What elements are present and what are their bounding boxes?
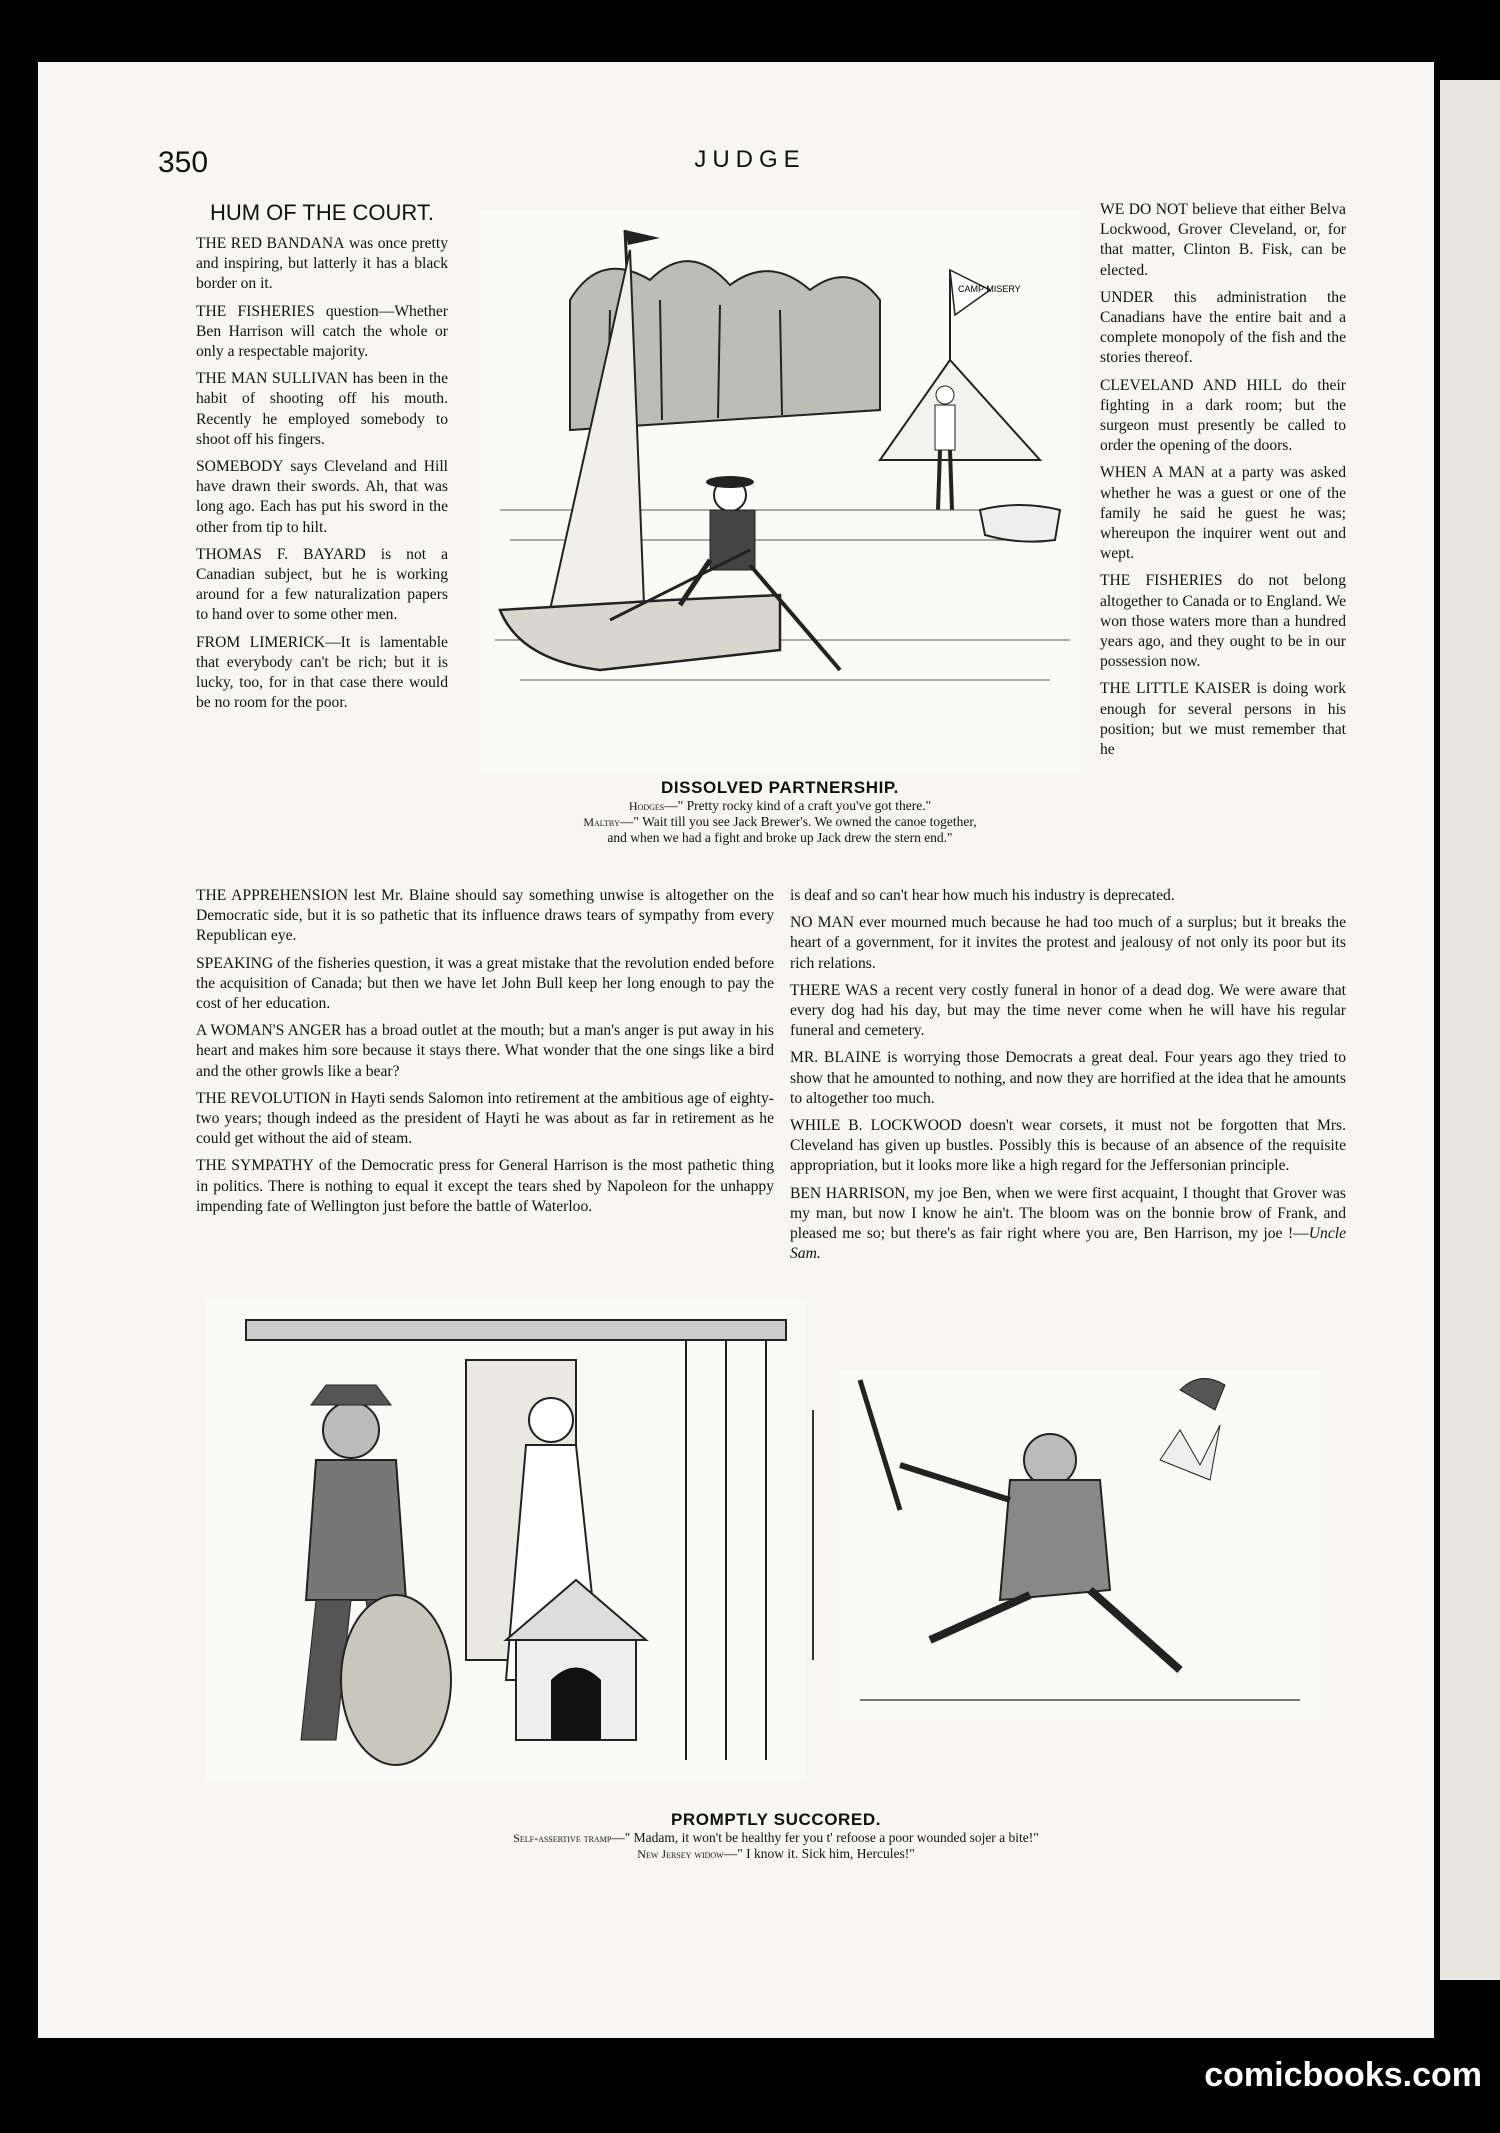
paragraph-body: is not a Canadian subject, but he is working around for a few naturalization papers to hand over to some other men. xyxy=(196,545,448,624)
paragraph xyxy=(790,1048,1346,1109)
kicked-tramp-illustration xyxy=(840,1370,1320,1720)
paragraph-lead: THERE WAS xyxy=(790,981,879,999)
paragraph-lead: THOMAS F. BAYARD xyxy=(196,545,366,563)
bottom-cartoon-title: PROMPTLY SUCCORED. xyxy=(670,1810,882,1829)
paragraph-lead: THE FISHERIES xyxy=(196,302,315,320)
paragraph-body: has a broad outlet at the mouth; but a man's anger is put away in his heart and makes him sore because it stays there. What wonder that the one sings like a bird and the other growls like a bear? xyxy=(196,1022,774,1080)
masthead: JUDGE xyxy=(694,146,806,173)
paragraph-body: a recent very costly funeral in honor of a dead dog. We were aware that every dog had his day, but may the time never come when he will have his regular funeral and cemetery. xyxy=(790,981,1346,1040)
bottom-cartoon-caption xyxy=(396,1810,1156,1862)
paragraph xyxy=(196,302,448,363)
top-cartoon-title: DISSOLVED PARTNERSHIP. xyxy=(660,778,900,797)
right-column xyxy=(1100,200,1346,767)
paragraph-lead: THE REVOLUTION xyxy=(196,1089,331,1107)
camp-flag-text: CAMP MISERY xyxy=(958,284,1021,294)
paragraph-lead: SPEAKING xyxy=(196,954,274,972)
paragraph-lead: THE SYMPATHY xyxy=(196,1157,314,1175)
paragraph-body: in Hayti sends Salomon into retirement at the ambitious age of eighty-two years; though indeed as the president of Hayti he was about as far in retirement as he could get without the aid of steam. xyxy=(196,1089,774,1148)
paragraph xyxy=(196,954,774,1015)
paragraph-lead: FROM LIMERICK xyxy=(196,633,326,651)
paragraph-body: has been in the habit of shooting off his mouth. Recently he employed somebody to shoot off his fingers. xyxy=(196,370,448,448)
paragraph-lead: THE APPREHENSION xyxy=(196,887,349,904)
paragraph-body: question—Whether Ben Harrison will catch the whole or only a respectable majority. xyxy=(196,302,448,361)
paragraph-body: —It is lamentable that everybody can't be rich; but it is lucky, too, for in that case there would be no room for the poor. xyxy=(196,633,448,712)
paragraph xyxy=(196,545,448,626)
cartoon-divider xyxy=(812,1410,814,1660)
left-column xyxy=(196,200,448,720)
paragraph xyxy=(196,234,448,295)
lower-left-column xyxy=(196,886,774,1224)
paragraph-lead: THE RED BANDANA xyxy=(196,235,345,252)
paragraph-lead: NO MAN xyxy=(790,914,854,932)
paragraph xyxy=(1100,571,1346,672)
lower-left-items xyxy=(196,886,774,1217)
bottom-cartoon-line-2 xyxy=(396,1846,1156,1862)
paragraph xyxy=(790,913,1346,974)
paragraph-body: ever mourned much because he had too much of a surplus; but it breaks the heart of a government, for it invites the protest and jealousy of not only its poor but its rich relations. xyxy=(790,914,1346,972)
paragraph xyxy=(1100,679,1346,760)
paragraph-body: is doing work enough for several persons in his position; but we must remember that he xyxy=(1100,680,1346,759)
paragraph-body: doesn't wear corsets, it must not be forgotten that Mrs. Cleveland has given up bustles. Possibly this is because of an absence of the requisite appropriation, but it looks more like a high regard for the Jeffersonian principle. xyxy=(790,1117,1346,1175)
paragraph xyxy=(196,1156,774,1217)
paragraph-body: this administration the Canadians have the entire bait and a complete monopoly of the fish and the stories thereof. xyxy=(1100,288,1346,367)
tramp-quote: —" Madam, it won't be healthy fer you t' refoose a poor wounded sojer a bite!" xyxy=(611,1830,1039,1845)
column-heading: HUM OF THE COURT. xyxy=(209,200,435,225)
paragraph-body: is worrying those Democrats a great deal. Four years ago they tried to show that he amounted to nothing, and now they are horrified at the idea that he amounts to altogether too much. xyxy=(790,1049,1347,1107)
paragraph-lead: THE LITTLE KAISER xyxy=(1100,680,1251,698)
paragraph-lead: WHEN A MAN xyxy=(1100,464,1206,482)
paragraph xyxy=(196,886,774,947)
paragraph-body: says Cleveland and Hill have drawn their swords. Ah, that was long ago. Each has put his sword in the other from tip to hilt. xyxy=(196,458,448,536)
top-cartoon-line-1 xyxy=(470,798,1090,814)
paragraph xyxy=(790,981,1346,1042)
paragraph-body: do not belong altogether to Canada or to England. We won those waters more than a hundred years ago, and they ought to be in our possession now. xyxy=(1100,572,1346,671)
widow-quote: —" I know it. Sick him, Hercules!" xyxy=(723,1846,915,1861)
paragraph-lead: THE FISHERIES xyxy=(1100,572,1223,590)
speaker-tramp: Self-assertive tramp xyxy=(513,1831,612,1845)
paragraph-body: believe that either Belva Lockwood, Grover Cleveland, or, for that matter, Clinton B. Fisk, can be elected. xyxy=(1100,201,1346,279)
paragraph-lead: THE MAN SULLIVAN xyxy=(196,370,348,388)
paragraph-body: lest Mr. Blaine should say something unwise is altogether on the Democratic side, but it is so pathetic that its influence draws tears of sympathy from every Republican eye. xyxy=(196,887,774,945)
paragraph xyxy=(196,633,448,714)
paragraph xyxy=(1100,200,1346,281)
speaker-hodges: Hodges xyxy=(628,799,665,813)
speaker-maltby: Maltby xyxy=(583,815,620,829)
top-cartoon-line-2 xyxy=(470,814,1090,830)
paragraph-body: do their fighting in a dark room; but the surgeon must presently be called to order the opening of the doors. xyxy=(1100,376,1346,455)
continued-text: is deaf and so can't hear how much his industry is deprecated. xyxy=(790,887,1175,904)
paragraph-body: was once pretty and inspiring, but latterly it has a black border on it. xyxy=(196,235,448,293)
signature: Uncle Sam. xyxy=(790,1225,1346,1263)
adjacent-page-edge xyxy=(1440,80,1500,1980)
paragraph-lead: WE DO NOT xyxy=(1100,201,1188,218)
paragraph xyxy=(790,1184,1346,1265)
right-column-items xyxy=(1100,200,1346,760)
lower-right-column xyxy=(790,886,1346,1271)
paragraph xyxy=(196,1089,774,1150)
dissolved-partnership-illustration xyxy=(480,210,1080,775)
paragraph xyxy=(196,369,448,450)
bottom-cartoon-line-1 xyxy=(396,1830,1156,1846)
paragraph-lead: UNDER xyxy=(1100,288,1154,306)
paragraph-lead: MR. BLAINE xyxy=(790,1049,882,1067)
top-cartoon-line-3: and when we had a fight and broke up Jack drew the stern end." xyxy=(607,830,953,845)
paragraph-body: my joe Ben, when we were first acquaint, I thought that Grover was my man, but now I know he ain't. The bloom was on the bonnie brow of Frank, and pleased me so; but there's as fair right where you are, Ben Harrison, my joe !— xyxy=(790,1184,1346,1243)
paragraph-lead: WHILE B. LOCKWOOD xyxy=(790,1117,962,1135)
paragraph-lead: A WOMAN'S ANGER xyxy=(196,1022,342,1040)
paragraph-body: at a party was asked whether he was a guest or one of the family he said he guest he was; whereupon the inquirer went out and wept. xyxy=(1100,464,1346,563)
watermark-text: comicbooks.com xyxy=(1204,2056,1482,2094)
paragraph xyxy=(196,457,448,538)
paragraph xyxy=(196,1021,774,1082)
tramp-and-widow-illustration xyxy=(206,1300,806,1780)
paragraph-lead: CLEVELAND AND HILL xyxy=(1100,376,1282,394)
paragraph xyxy=(790,1116,1346,1177)
maltby-quote: —" Wait till you see Jack Brewer's. We owned the canoe together, xyxy=(619,814,977,829)
top-cartoon-caption xyxy=(470,778,1090,846)
speaker-widow: New Jersey widow xyxy=(637,1847,724,1861)
lower-right-items xyxy=(790,913,1346,1264)
paragraph-lead: BEN HARRISON, xyxy=(790,1184,910,1202)
left-column-items xyxy=(196,234,448,713)
paragraph xyxy=(1100,376,1346,457)
paragraph-lead: SOMEBODY xyxy=(196,458,284,476)
page-number: 350 xyxy=(158,146,209,179)
paragraph-body: of the Democratic press for General Harrison is the most pathetic thing in politics. There is nothing to equal it except the tears shed by Napoleon for the unhappy impending fate of Wellington just before the battle of Waterloo. xyxy=(196,1157,774,1215)
paragraph-body: of the fisheries question, it was a great mistake that the revolution ended before the acquisition of Canada; but then we have let John Bull keep her long enough to pay the cost of her education. xyxy=(196,954,774,1013)
paragraph xyxy=(1100,288,1346,369)
hodges-quote: —" Pretty rocky kind of a craft you've got there." xyxy=(664,798,932,813)
paragraph xyxy=(1100,463,1346,564)
